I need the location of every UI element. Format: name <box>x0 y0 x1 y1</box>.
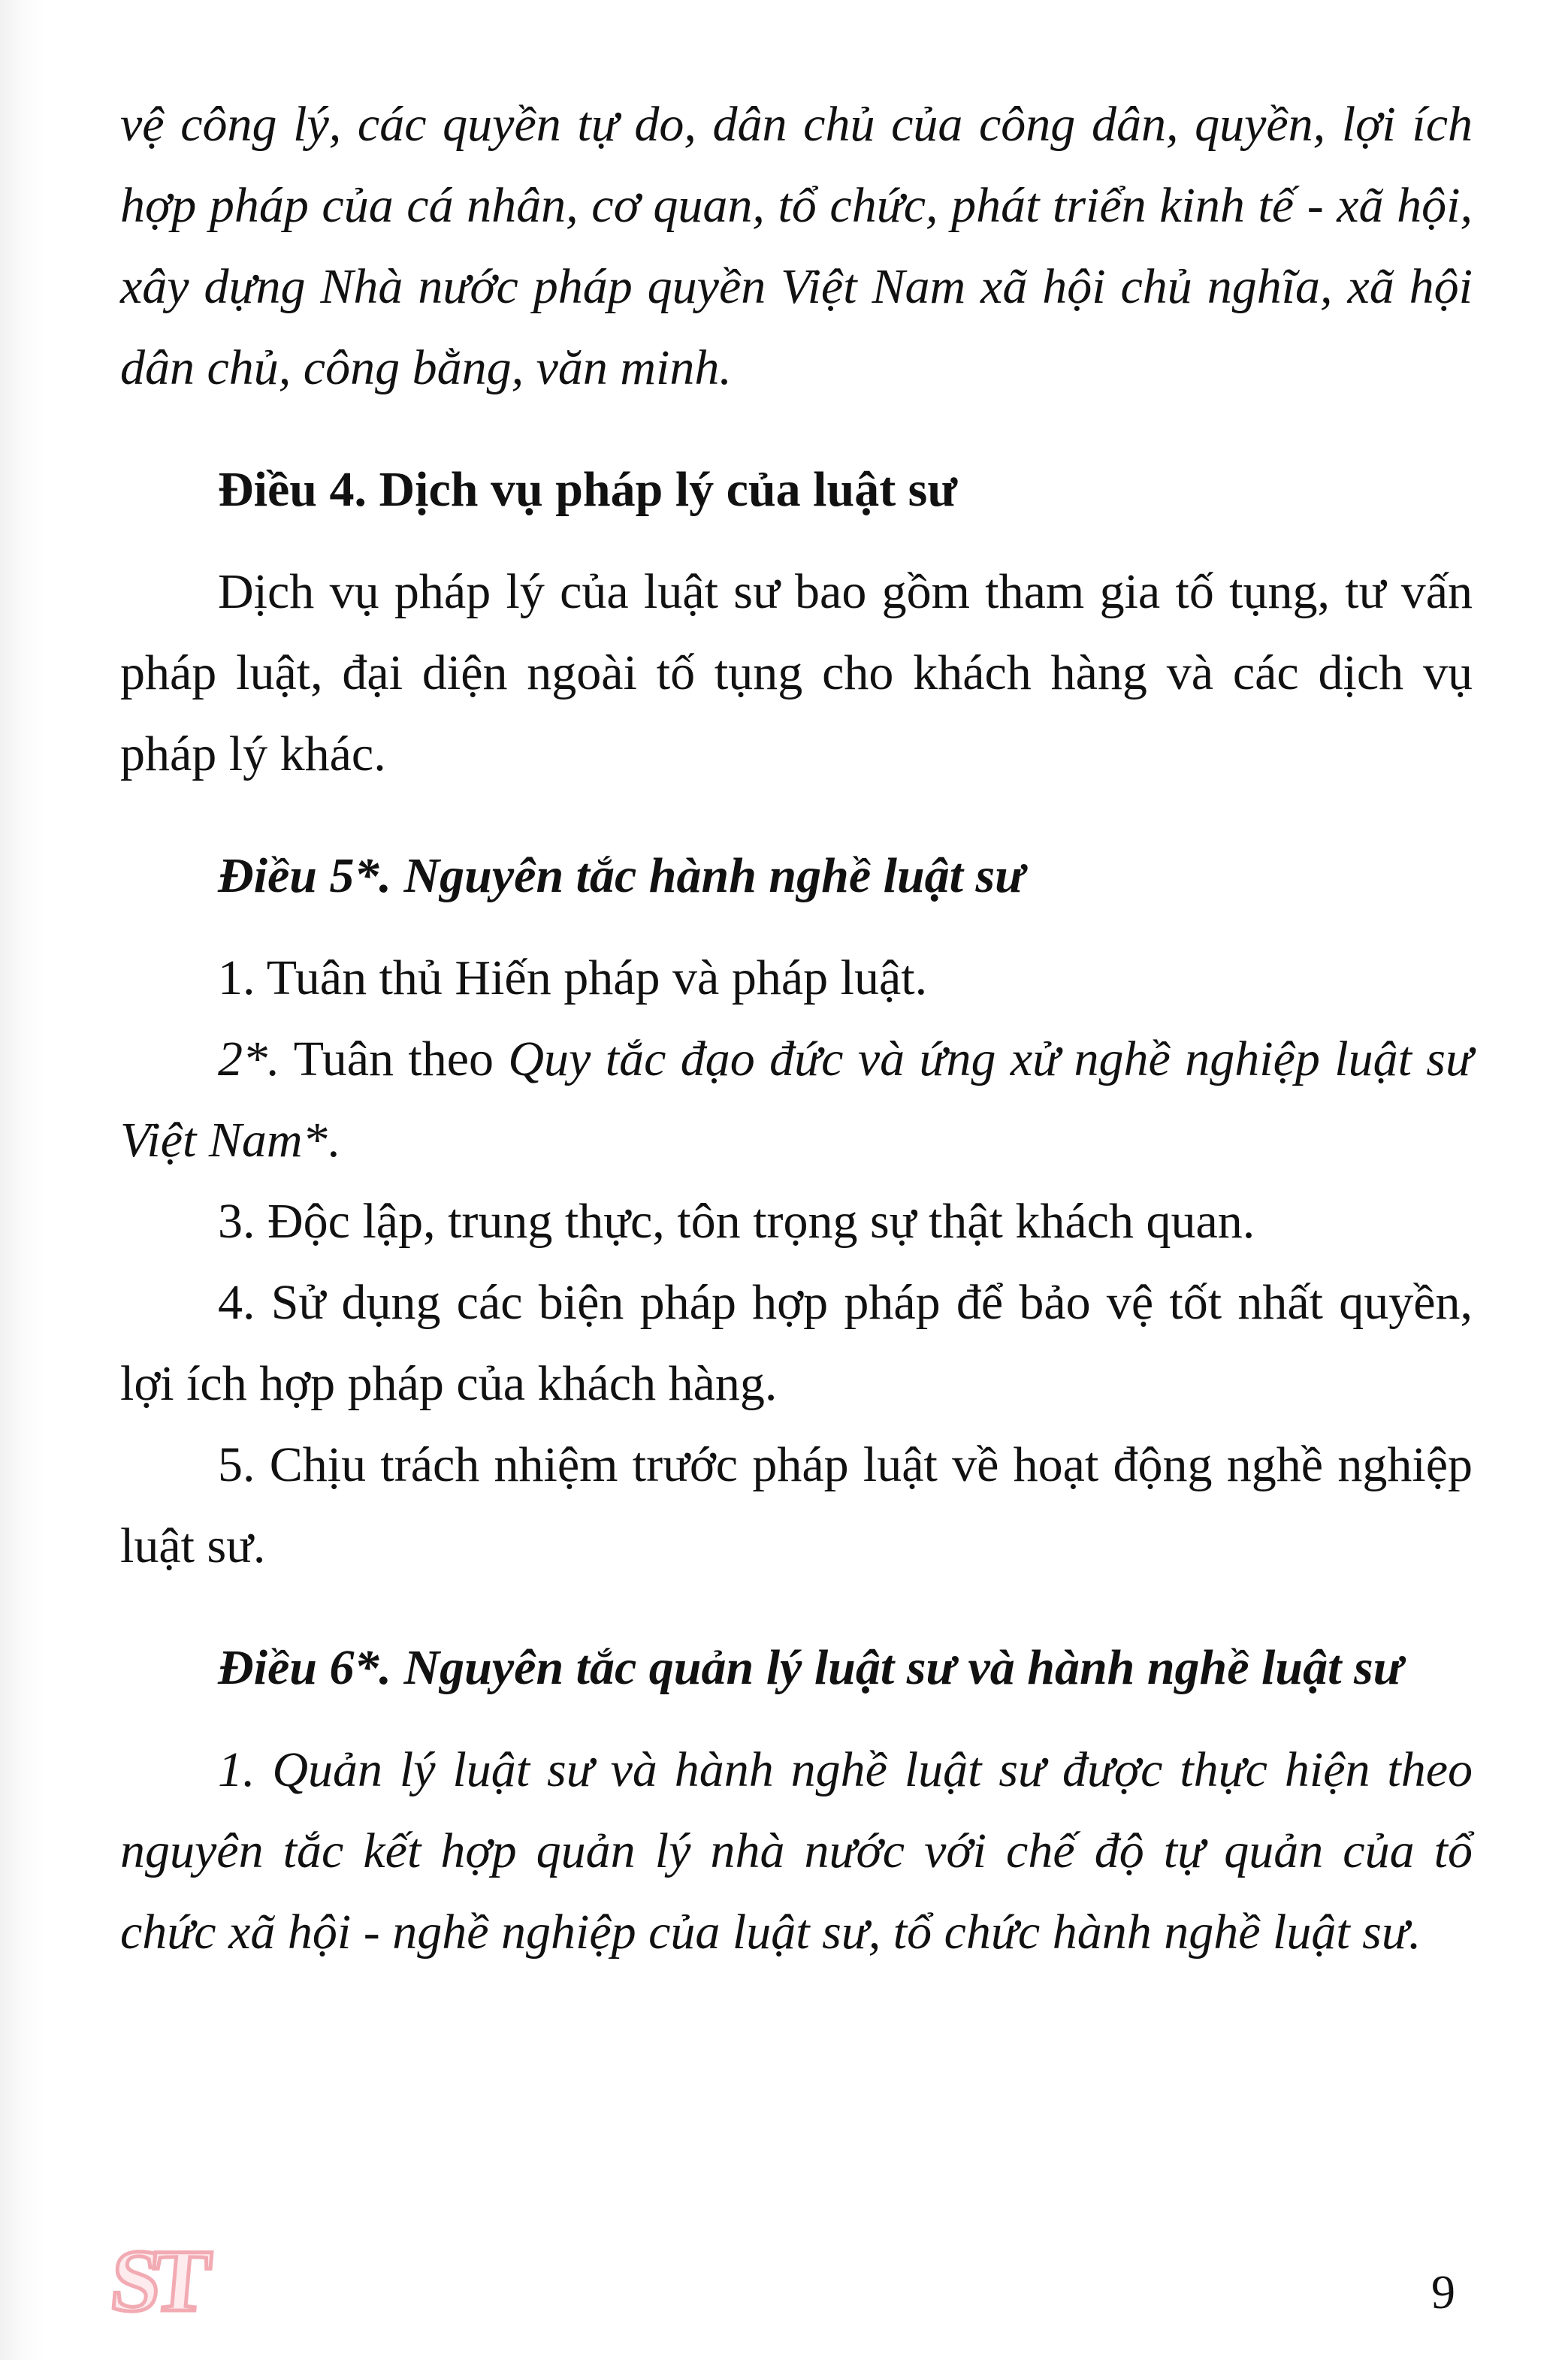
article-6-heading: Điều 6*. Nguyên tắc quản lý luật sư và hành nghề luật sư <box>218 1640 1403 1695</box>
article-5-item-2-lead: Tuân theo <box>279 1032 509 1086</box>
article-5-item-2-period: . <box>327 1113 340 1168</box>
intro-paragraph: vệ công lý, các quyền tự do, dân chủ của công dân, quyền, lợi ích hợp pháp của cá nhân, cơ quan, tổ chức, phát triển kinh tế - xã hội, xây dựng Nhà nước pháp quyền Việt Nam xã hội chủ nghĩa, xã hội dân chủ, công bằng, văn minh. <box>120 97 1473 395</box>
article-5-item-4: 4. Sử dụng các biện pháp hợp pháp để bảo vệ tốt nhất quyền, lợi ích hợp pháp của khách hàng. <box>120 1275 1473 1411</box>
article-5-item-1: 1. Tuân thủ Hiến pháp và pháp luật. <box>218 950 928 1005</box>
article-5-heading: Điều 5*. Nguyên tắc hành nghề luật sư <box>218 848 1025 903</box>
page-left-scan-shadow <box>0 0 45 2360</box>
article-5-item-2 <box>120 1019 1473 1181</box>
st-watermark-logo: ST <box>107 2232 207 2330</box>
page-number: 9 <box>1431 2265 1455 2319</box>
article-4-body: Dịch vụ pháp lý của luật sư bao gồm tham gia tố tụng, tư vấn pháp luật, đại diện ngoài tố tụng cho khách hàng và các dịch vụ pháp lý khác. <box>120 564 1473 781</box>
article-5-item-5: 5. Chịu trách nhiệm trước pháp luật về hoạt động nghề nghiệp luật sư. <box>120 1437 1473 1573</box>
article-5-item-2-code-title: Quy tắc đạo đức và ứng xử nghề nghiệp luật sư Việt Nam* <box>120 1032 1473 1168</box>
page-content <box>120 84 1473 1973</box>
article-6-body: 1. Quản lý luật sư và hành nghề luật sư được thực hiện theo nguyên tắc kết hợp quản lý nhà nước với chế độ tự quản của tổ chức xã hội - nghề nghiệp của luật sư, tổ chức hành nghề luật sư. <box>120 1742 1473 1960</box>
article-5-item-2-number: 2*. <box>218 1032 280 1086</box>
article-5-item-3: 3. Độc lập, trung thực, tôn trọng sự thật khách quan. <box>218 1194 1255 1249</box>
article-4-heading: Điều 4. Dịch vụ pháp lý của luật sư <box>218 462 957 517</box>
